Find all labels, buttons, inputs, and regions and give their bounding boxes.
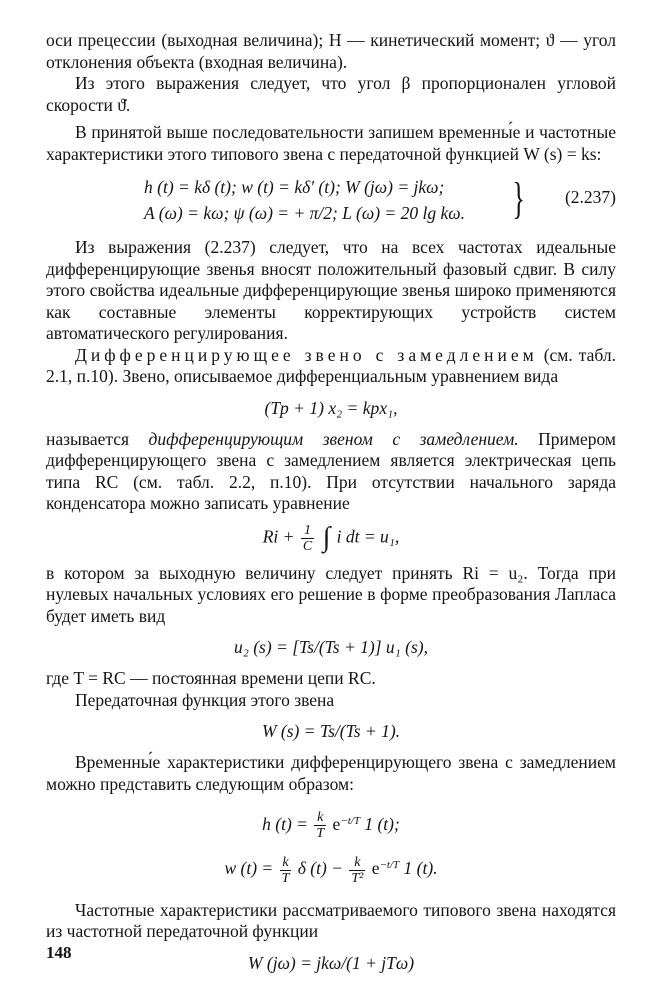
exponent: −t/T [379, 859, 400, 872]
equation-h-right: 1 (t); [364, 814, 400, 834]
paragraph-sequence: В принятой выше последовательности запишем временны́е и частотные характеристики этого типового звена с передаточной функцией W (s) = ks: [46, 122, 616, 164]
fraction-k-over-t [314, 810, 326, 841]
right-brace-icon: } [512, 174, 525, 223]
paragraph-intro: оси прецессии (выходная величина); H — кинетический момент; ϑ — угол отклонения объекта (входная величина). [46, 30, 616, 72]
paragraph-frequency: Частотные характеристики рассматриваемого типового звена находятся из частотной передаточной функции [46, 899, 616, 942]
equation-system-2-237 [46, 173, 616, 227]
paragraph-phase-shift: Из выражения (2.237) следует, что на всех частотах идеальные дифференцирующие звенья вносят положительный фазовый сдвиг. В силу этого свойства идеальные дифференцирующие звенья широко применяются как составные элементы корректирующих устройств систем автоматического регулирования. [46, 237, 616, 343]
equation-ri-right: i dt = u₁, [336, 526, 400, 547]
equation-ri [46, 523, 616, 554]
equation-differential: (Tp + 1) x₂ = kpx₁, [264, 397, 398, 418]
paragraph-time-constant: где T = RC — постоянная времени цепи RC. [46, 668, 376, 688]
fraction-numerator: k [314, 810, 326, 826]
equation-number: (2.237) [564, 187, 616, 207]
page-body [46, 30, 616, 984]
integral-sign: ∫ [322, 522, 331, 553]
fraction-k-over-t-squared [349, 855, 365, 886]
paragraph-output-value: в котором за выходную величину следует принять Ri = u₂. Тогда при нулевых начальных условиях его решение в форме преобразования Лапласа будет иметь вид [46, 562, 616, 626]
fraction-numerator: 1 [301, 523, 314, 539]
paragraph-transfer-function: Передаточная функция этого звена [75, 689, 335, 710]
definition-text: Примером дифференцирующего звена с замедлением является электрическая цепь типа RC (см. табл. 2.2, п.10). При отсутствии начального заряда конденсатора можно записать уравнение [46, 428, 616, 513]
fraction-k-over-t [280, 855, 292, 886]
paragraph-definition [46, 429, 616, 515]
equation-w-left: w (t) = [224, 858, 274, 879]
definition-term: дифференцирующим звеном с замедлением. [148, 428, 519, 449]
fraction-denominator: T² [351, 870, 364, 886]
equation-w-right: 1 (t). [403, 858, 438, 879]
exponent-base: e [371, 858, 380, 879]
page-number: 148 [46, 943, 72, 962]
fraction-numerator: k [349, 855, 365, 871]
equation-frequency-transfer: W (jω) = jkω/(1 + jTω) [247, 952, 415, 973]
fraction-denominator: C [302, 538, 313, 554]
fraction-numerator: k [280, 855, 292, 871]
fraction-denominator: T [316, 826, 325, 842]
equation-2-237-line-2: A (ω) = kω; ψ (ω) = + π/2; L (ω) = 20 lg kω. [144, 203, 465, 223]
exponent: −t/T [340, 815, 360, 827]
paragraph-beta: Из этого выражения следует, что угол β пропорционален угловой скорости ϑ̇. [46, 73, 616, 115]
equation-ri-left: Ri + [262, 526, 295, 547]
equation-step-response [46, 809, 616, 841]
fraction-1-over-c [301, 523, 314, 554]
equation-w-middle: δ (t) − [297, 858, 343, 879]
paragraph-lag-link-text: (см. табл. 2.1, п.10). Звено, описываемое дифференциальным уравнением вида [46, 344, 616, 386]
equation-h-left: h (t) = [262, 814, 308, 834]
paragraph-time-characteristics: Временны́е характеристики дифференцирующего звена с замедлением можно представить следующим образом: [46, 752, 616, 794]
fraction-denominator: T [281, 870, 290, 886]
equation-laplace: u₂ (s) = [Ts/(Ts + 1)] u₁ (s), [234, 637, 428, 657]
paragraph-lag-link [46, 345, 616, 388]
equation-transfer-function: W (s) = Ts/(Ts + 1). [261, 721, 401, 741]
equation-2-237-line-1: h (t) = kδ (t); w (t) = kδ′ (t); W (jω) = jkω; [144, 177, 445, 197]
section-heading-spaced: Дифференцирующее звено с замедлением [75, 344, 538, 365]
equation-impulse-response [46, 853, 616, 885]
exponent-base: e [332, 814, 341, 834]
definition-lead: называется [46, 428, 149, 449]
